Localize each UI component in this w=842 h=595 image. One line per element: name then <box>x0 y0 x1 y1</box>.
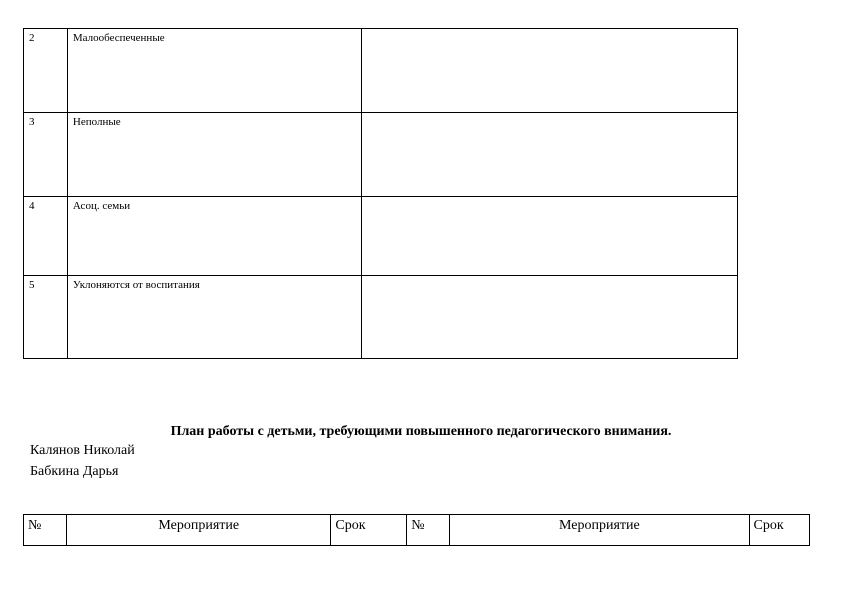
row-notes <box>362 197 738 276</box>
row-number: 3 <box>24 113 68 197</box>
header-term: Срок <box>331 515 407 546</box>
row-notes <box>362 29 738 113</box>
row-notes <box>362 276 738 359</box>
row-number: 2 <box>24 29 68 113</box>
table-header-row <box>24 515 810 546</box>
student-name: Бабкина Дарья <box>30 464 119 479</box>
header-term: Срок <box>749 515 810 546</box>
header-number: № <box>407 515 450 546</box>
row-notes <box>362 113 738 197</box>
row-number: 4 <box>24 197 68 276</box>
table-row <box>24 113 738 197</box>
header-event: Мероприятие <box>67 515 331 546</box>
table-row <box>24 197 738 276</box>
plan-title: План работы с детьми, требующими повышенного педагогического внимания. <box>170 424 672 439</box>
header-number: № <box>24 515 67 546</box>
plan-table <box>23 514 810 546</box>
row-number: 5 <box>24 276 68 359</box>
header-event: Мероприятие <box>450 515 749 546</box>
row-category: Асоц. семьи <box>67 197 361 276</box>
families-table <box>23 28 738 359</box>
row-category: Неполные <box>67 113 361 197</box>
table-row <box>24 29 738 113</box>
student-name: Калянов Николай <box>30 443 135 458</box>
table-row <box>24 276 738 359</box>
row-category: Малообеспеченные <box>67 29 361 113</box>
row-category: Уклоняются от воспитания <box>67 276 361 359</box>
